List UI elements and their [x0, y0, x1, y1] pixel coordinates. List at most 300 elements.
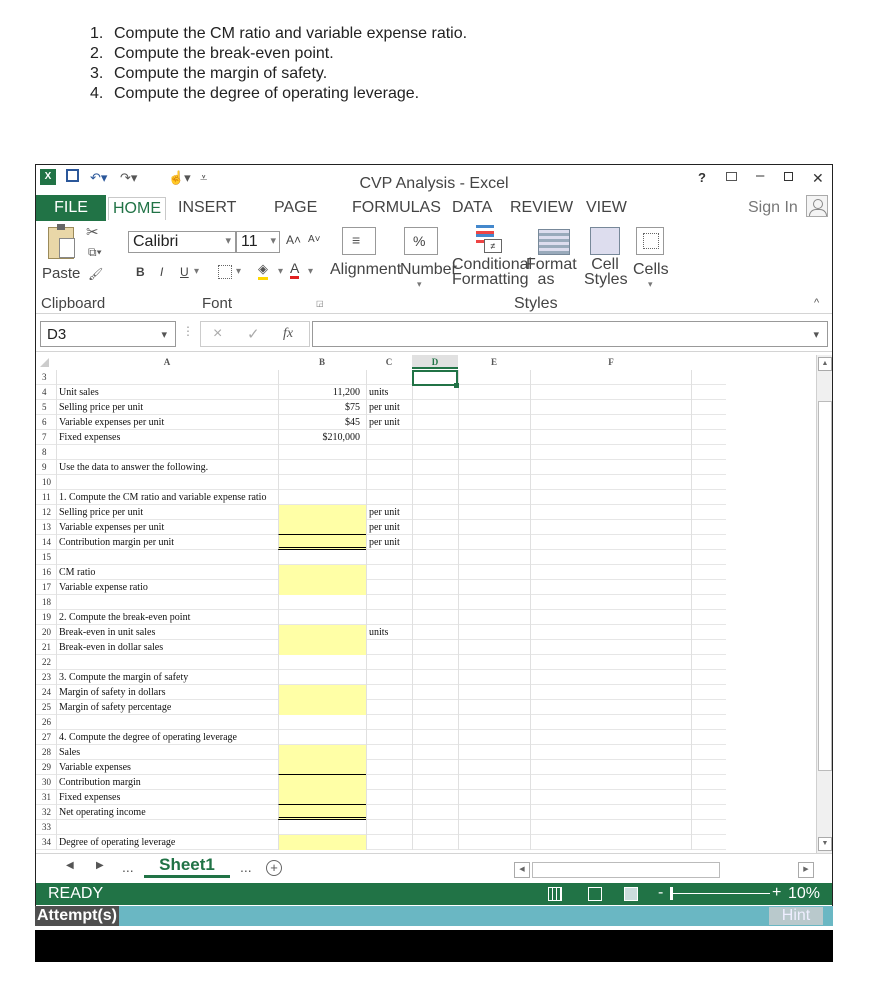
cut-icon[interactable]: ✂	[86, 224, 99, 241]
cell-e[interactable]	[458, 430, 530, 445]
cell-e[interactable]	[458, 760, 530, 775]
cell-f[interactable]	[530, 610, 692, 625]
cell-a[interactable]: Margin of safety in dollars	[56, 685, 278, 700]
column-header-c[interactable]: C	[385, 357, 393, 367]
formula-input[interactable]	[312, 321, 828, 347]
cell-d[interactable]	[412, 655, 458, 670]
cell-c[interactable]	[366, 670, 412, 685]
row-number[interactable]: 14	[42, 537, 51, 547]
zoom-level[interactable]: 10%	[788, 885, 821, 902]
cell-b[interactable]	[278, 610, 366, 625]
cell-a[interactable]: Sales	[56, 745, 278, 760]
row-number[interactable]: 31	[42, 792, 51, 802]
cell-d[interactable]	[412, 595, 458, 610]
cell-d[interactable]	[412, 715, 458, 730]
cell-f[interactable]	[530, 805, 692, 820]
cell-b[interactable]: $210,000	[278, 430, 366, 445]
row-number[interactable]: 27	[42, 732, 51, 742]
cell-e[interactable]	[458, 640, 530, 655]
minimize-icon[interactable]: –	[756, 167, 765, 184]
cell-a[interactable]: Selling price per unit	[56, 505, 278, 520]
restore-icon[interactable]	[784, 172, 793, 181]
cell-b[interactable]	[278, 655, 366, 670]
cell-c[interactable]	[366, 550, 412, 565]
row-number[interactable]: 24	[42, 687, 51, 697]
more-options-icon[interactable]: ⋮	[182, 324, 194, 338]
input-cell-b[interactable]	[278, 535, 366, 550]
cell-f[interactable]	[530, 460, 692, 475]
cell-e[interactable]	[458, 610, 530, 625]
row-number[interactable]: 21	[42, 642, 51, 652]
cell-c[interactable]	[366, 715, 412, 730]
help-icon[interactable]: ?	[698, 170, 706, 185]
cell-b[interactable]	[278, 445, 366, 460]
cell-b[interactable]	[278, 670, 366, 685]
cell-d[interactable]	[412, 745, 458, 760]
cell-d[interactable]	[412, 685, 458, 700]
cell-b[interactable]	[278, 370, 366, 385]
cell-e[interactable]	[458, 535, 530, 550]
cell-e[interactable]	[458, 580, 530, 595]
more-sheets-left[interactable]: ...	[122, 859, 134, 875]
row-number[interactable]: 18	[42, 597, 51, 607]
chevron-down-icon[interactable]: ▾	[308, 266, 314, 277]
cell-f[interactable]	[530, 580, 692, 595]
cell-d[interactable]	[412, 790, 458, 805]
input-cell-b[interactable]	[278, 505, 366, 520]
cell-c[interactable]: per unit	[366, 505, 412, 520]
zoom-out-button[interactable]: -	[658, 884, 664, 901]
horizontal-scrollbar[interactable]	[514, 862, 814, 878]
cell-b[interactable]	[278, 820, 366, 835]
chevron-down-icon[interactable]: ▾	[236, 266, 242, 277]
cell-d[interactable]	[412, 820, 458, 835]
cell-c[interactable]: per unit	[366, 520, 412, 535]
cell-c[interactable]	[366, 580, 412, 595]
cell-c[interactable]	[366, 490, 412, 505]
cell-f[interactable]	[530, 505, 692, 520]
cell-f[interactable]	[530, 790, 692, 805]
cell-d[interactable]	[412, 580, 458, 595]
row-number[interactable]: 9	[42, 462, 47, 472]
cell-a[interactable]: Contribution margin per unit	[56, 535, 278, 550]
cell-f[interactable]	[530, 385, 692, 400]
cell-c[interactable]	[366, 730, 412, 745]
cell-c[interactable]: units	[366, 625, 412, 640]
chevron-down-icon[interactable]: ▾	[194, 266, 200, 277]
input-cell-b[interactable]	[278, 760, 366, 775]
select-all-corner[interactable]	[36, 355, 56, 369]
cell-e[interactable]	[458, 505, 530, 520]
input-cell-b[interactable]	[278, 805, 366, 820]
confirm-entry-icon[interactable]: ✓	[247, 326, 260, 343]
cell-f[interactable]	[530, 400, 692, 415]
cell-f[interactable]	[530, 535, 692, 550]
cell-c[interactable]	[366, 430, 412, 445]
user-avatar-icon[interactable]	[806, 195, 828, 217]
selected-cell-d3[interactable]	[412, 370, 458, 386]
decrease-font-icon[interactable]: A˅	[308, 234, 321, 245]
cell-a[interactable]: Margin of safety percentage	[56, 700, 278, 715]
cell-e[interactable]	[458, 655, 530, 670]
cell-a[interactable]: Variable expenses per unit	[56, 520, 278, 535]
scroll-thumb[interactable]	[818, 401, 832, 771]
more-sheets-right[interactable]: ...	[240, 859, 252, 875]
cell-d[interactable]	[412, 565, 458, 580]
tab-view[interactable]: VIEW	[586, 199, 627, 216]
cell-d[interactable]	[412, 520, 458, 535]
cell-d[interactable]	[412, 670, 458, 685]
scroll-left-icon[interactable]: ◀	[514, 862, 530, 878]
cell-a[interactable]	[56, 475, 278, 490]
cell-a[interactable]	[56, 655, 278, 670]
cell-f[interactable]	[530, 775, 692, 790]
cell-d[interactable]	[412, 445, 458, 460]
cell-d[interactable]	[412, 640, 458, 655]
zoom-slider[interactable]	[670, 893, 770, 894]
cell-f[interactable]	[530, 670, 692, 685]
cell-f[interactable]	[530, 595, 692, 610]
collapse-ribbon-icon[interactable]: ^	[814, 297, 820, 309]
cell-styles-label[interactable]: Cell Styles	[584, 256, 628, 288]
cell-c[interactable]	[366, 595, 412, 610]
cell-f[interactable]	[530, 565, 692, 580]
cell-c[interactable]: per unit	[366, 535, 412, 550]
cell-e[interactable]	[458, 700, 530, 715]
cell-e[interactable]	[458, 445, 530, 460]
cell-d[interactable]	[412, 625, 458, 640]
column-header-f[interactable]: F	[608, 357, 614, 367]
cell-c[interactable]	[366, 475, 412, 490]
cell-a[interactable]: Degree of operating leverage	[56, 835, 278, 850]
cell-c[interactable]: per unit	[366, 415, 412, 430]
cell-f[interactable]	[530, 760, 692, 775]
cell-d[interactable]	[412, 775, 458, 790]
cell-a[interactable]: Variable expense ratio	[56, 580, 278, 595]
name-box[interactable]: D3 ▾	[40, 321, 176, 347]
row-number[interactable]: 5	[42, 402, 47, 412]
cancel-entry-icon[interactable]: ×	[213, 325, 223, 342]
font-name-dropdown[interactable]: Calibri ▾	[128, 231, 236, 253]
cell-d[interactable]	[412, 760, 458, 775]
input-cell-b[interactable]	[278, 790, 366, 805]
cell-e[interactable]	[458, 520, 530, 535]
normal-view-icon[interactable]	[548, 887, 562, 901]
cell-b[interactable]	[278, 715, 366, 730]
cell-c[interactable]	[366, 790, 412, 805]
font-size-dropdown[interactable]: 11 ▾	[236, 231, 280, 253]
cell-a[interactable]: Contribution margin	[56, 775, 278, 790]
cell-d[interactable]	[412, 490, 458, 505]
cell-e[interactable]	[458, 670, 530, 685]
cell-styles-icon[interactable]	[590, 227, 620, 255]
cell-c[interactable]	[366, 640, 412, 655]
cell-d[interactable]	[412, 805, 458, 820]
cell-a[interactable]	[56, 820, 278, 835]
touch-mode-icon[interactable]: ☝▾	[168, 170, 191, 185]
cell-f[interactable]	[530, 685, 692, 700]
format-as-table-label[interactable]: Format as	[526, 256, 577, 288]
tab-formulas[interactable]: FORMULAS	[352, 199, 441, 216]
cell-a[interactable]: Selling price per unit	[56, 400, 278, 415]
cell-f[interactable]	[530, 625, 692, 640]
row-number[interactable]: 25	[42, 702, 51, 712]
borders-icon[interactable]	[218, 265, 232, 279]
cell-a[interactable]: Variable expenses	[56, 760, 278, 775]
cell-b[interactable]	[278, 460, 366, 475]
cell-c[interactable]	[366, 700, 412, 715]
tab-insert[interactable]: INSERT	[178, 199, 237, 216]
cell-d[interactable]	[412, 475, 458, 490]
cell-a[interactable]	[56, 550, 278, 565]
cell-c[interactable]	[366, 820, 412, 835]
close-icon[interactable]: ✕	[812, 170, 824, 186]
cell-d[interactable]	[412, 385, 458, 400]
row-number[interactable]: 26	[42, 717, 51, 727]
row-number[interactable]: 3	[42, 372, 47, 382]
cell-c[interactable]	[366, 760, 412, 775]
cell-e[interactable]	[458, 730, 530, 745]
cell-f[interactable]	[530, 370, 692, 385]
cell-f[interactable]	[530, 700, 692, 715]
cell-b[interactable]	[278, 730, 366, 745]
cell-b[interactable]: 11,200	[278, 385, 366, 400]
cell-c[interactable]	[366, 745, 412, 760]
scroll-up-icon[interactable]: ▲	[818, 357, 832, 371]
cell-f[interactable]	[530, 835, 692, 850]
cell-b[interactable]	[278, 475, 366, 490]
undo-icon[interactable]: ↶▾	[90, 170, 108, 185]
row-number[interactable]: 16	[42, 567, 51, 577]
row-number[interactable]: 15	[42, 552, 51, 562]
zoom-slider-thumb[interactable]	[670, 887, 673, 900]
cell-a[interactable]: Variable expenses per unit	[56, 415, 278, 430]
sheet-tab-sheet1[interactable]: Sheet1	[144, 854, 230, 878]
cell-c[interactable]	[366, 655, 412, 670]
cells-button[interactable]	[636, 227, 664, 255]
row-number[interactable]: 23	[42, 672, 51, 682]
cell-d[interactable]	[412, 460, 458, 475]
cell-d[interactable]	[412, 835, 458, 850]
cell-c[interactable]: per unit	[366, 400, 412, 415]
cell-c[interactable]: units	[366, 385, 412, 400]
row-number[interactable]: 32	[42, 807, 51, 817]
add-sheet-button[interactable]	[266, 860, 282, 876]
cell-d[interactable]	[412, 505, 458, 520]
paste-icon[interactable]	[48, 227, 74, 259]
input-cell-b[interactable]	[278, 745, 366, 760]
cell-f[interactable]	[530, 490, 692, 505]
sign-in-link[interactable]: Sign In	[748, 199, 798, 216]
font-dialog-launcher-icon[interactable]: ◲	[316, 299, 324, 308]
cell-f[interactable]	[530, 715, 692, 730]
cell-f[interactable]	[530, 745, 692, 760]
chevron-down-icon[interactable]: ▾	[278, 266, 284, 277]
row-number[interactable]: 12	[42, 507, 51, 517]
page-break-view-icon[interactable]	[624, 887, 638, 901]
input-cell-b[interactable]	[278, 625, 366, 640]
row-number[interactable]: 6	[42, 417, 47, 427]
input-cell-b[interactable]	[278, 565, 366, 580]
format-as-table-icon[interactable]	[538, 229, 570, 255]
cell-a[interactable]: Net operating income	[56, 805, 278, 820]
cell-d[interactable]	[412, 550, 458, 565]
cell-f[interactable]	[530, 655, 692, 670]
cell-e[interactable]	[458, 820, 530, 835]
row-number[interactable]: 4	[42, 387, 47, 397]
row-number[interactable]: 20	[42, 627, 51, 637]
cell-e[interactable]	[458, 745, 530, 760]
row-number[interactable]: 22	[42, 657, 51, 667]
font-color-icon[interactable]: A	[290, 261, 299, 279]
row-number[interactable]: 10	[42, 477, 51, 487]
scroll-right-icon[interactable]: ▶	[798, 862, 814, 878]
customize-qat-icon[interactable]: ⩡	[200, 170, 208, 185]
cell-e[interactable]	[458, 565, 530, 580]
cell-f[interactable]	[530, 475, 692, 490]
cell-f[interactable]	[530, 445, 692, 460]
cell-d[interactable]	[412, 400, 458, 415]
alignment-button[interactable]	[342, 227, 376, 255]
cell-d[interactable]	[412, 415, 458, 430]
cell-a[interactable]: Break-even in unit sales	[56, 625, 278, 640]
fill-handle[interactable]	[454, 383, 459, 388]
cell-e[interactable]	[458, 370, 530, 385]
cell-b[interactable]	[278, 595, 366, 610]
input-cell-b[interactable]	[278, 640, 366, 655]
increase-font-icon[interactable]: A˄	[286, 233, 302, 247]
cell-c[interactable]	[366, 565, 412, 580]
h-scroll-thumb[interactable]	[532, 862, 720, 878]
cell-a[interactable]: 1. Compute the CM ratio and variable expense ratio	[56, 490, 278, 505]
tab-home[interactable]: HOME	[108, 197, 166, 220]
column-header-e[interactable]: E	[490, 357, 497, 367]
cell-f[interactable]	[530, 430, 692, 445]
cell-e[interactable]	[458, 775, 530, 790]
vertical-scrollbar[interactable]	[816, 355, 833, 853]
cell-e[interactable]	[458, 385, 530, 400]
cell-c[interactable]	[366, 805, 412, 820]
row-number[interactable]: 11	[42, 492, 51, 502]
input-cell-b[interactable]	[278, 775, 366, 790]
prev-sheet-icon[interactable]: ◀	[66, 860, 74, 871]
column-header-d[interactable]: D	[412, 355, 458, 369]
cell-e[interactable]	[458, 595, 530, 610]
row-number[interactable]: 7	[42, 432, 47, 442]
column-header-a[interactable]: A	[163, 357, 171, 367]
conditional-formatting-icon[interactable]: ≠	[476, 225, 502, 255]
cell-c[interactable]	[366, 685, 412, 700]
tab-file[interactable]: FILE	[36, 195, 106, 221]
cell-b[interactable]: $75	[278, 400, 366, 415]
row-number[interactable]: 19	[42, 612, 51, 622]
page-layout-view-icon[interactable]	[588, 887, 602, 901]
conditional-formatting-label[interactable]: Conditional Formatting	[452, 256, 533, 288]
cell-b[interactable]: $45	[278, 415, 366, 430]
tab-review[interactable]: REVIEW	[510, 199, 574, 216]
cell-b[interactable]	[278, 490, 366, 505]
cell-e[interactable]	[458, 805, 530, 820]
row-number[interactable]: 8	[42, 447, 47, 457]
zoom-in-button[interactable]: +	[772, 884, 782, 901]
tab-data[interactable]: DATA	[452, 199, 493, 216]
cell-d[interactable]	[412, 535, 458, 550]
cell-d[interactable]	[412, 430, 458, 445]
number-button[interactable]	[404, 227, 438, 255]
cell-c[interactable]	[366, 460, 412, 475]
cell-c[interactable]	[366, 610, 412, 625]
cell-f[interactable]	[530, 820, 692, 835]
format-painter-icon[interactable]: 🖌	[88, 267, 104, 281]
bold-button[interactable]: B	[136, 265, 145, 279]
cell-d[interactable]	[412, 730, 458, 745]
cell-e[interactable]	[458, 790, 530, 805]
row-number[interactable]: 28	[42, 747, 51, 757]
cell-f[interactable]	[530, 415, 692, 430]
cell-e[interactable]	[458, 415, 530, 430]
row-number[interactable]: 29	[42, 762, 51, 772]
next-sheet-icon[interactable]: ▶	[96, 860, 104, 871]
ribbon-display-icon[interactable]	[726, 172, 737, 181]
cell-f[interactable]	[530, 640, 692, 655]
input-cell-b[interactable]	[278, 835, 366, 850]
cell-a[interactable]: Use the data to answer the following.	[56, 460, 278, 475]
cell-a[interactable]: 4. Compute the degree of operating leverage	[56, 730, 278, 745]
column-header-b[interactable]: B	[318, 357, 325, 367]
cell-a[interactable]: Unit sales	[56, 385, 278, 400]
paste-button[interactable]: Paste	[42, 265, 81, 282]
cell-a[interactable]: CM ratio	[56, 565, 278, 580]
underline-button[interactable]: U	[180, 265, 189, 279]
cell-c[interactable]	[366, 835, 412, 850]
cell-e[interactable]	[458, 715, 530, 730]
cell-d[interactable]	[412, 700, 458, 715]
tab-page-layout[interactable]: PAGE	[274, 199, 318, 216]
scroll-down-icon[interactable]: ▼	[818, 837, 832, 851]
cell-f[interactable]	[530, 730, 692, 745]
cell-e[interactable]	[458, 490, 530, 505]
input-cell-b[interactable]	[278, 700, 366, 715]
row-number[interactable]: 33	[42, 822, 51, 832]
cell-a[interactable]: Fixed expenses	[56, 430, 278, 445]
italic-button[interactable]: I	[160, 265, 164, 279]
row-number[interactable]: 13	[42, 522, 51, 532]
redo-icon[interactable]: ↷▾	[120, 170, 138, 185]
cell-a[interactable]	[56, 715, 278, 730]
cell-e[interactable]	[458, 460, 530, 475]
cell-e[interactable]	[458, 625, 530, 640]
cell-a[interactable]	[56, 445, 278, 460]
cell-d[interactable]	[412, 610, 458, 625]
input-cell-b[interactable]	[278, 580, 366, 595]
row-number[interactable]: 34	[42, 837, 51, 847]
insert-function-icon[interactable]: fx	[283, 326, 294, 341]
cell-a[interactable]: Break-even in dollar sales	[56, 640, 278, 655]
cell-f[interactable]	[530, 520, 692, 535]
cell-e[interactable]	[458, 400, 530, 415]
cell-c[interactable]	[366, 445, 412, 460]
copy-icon[interactable]: ⧉▾	[88, 245, 102, 259]
cell-e[interactable]	[458, 685, 530, 700]
input-cell-b[interactable]	[278, 685, 366, 700]
cell-a[interactable]	[56, 370, 278, 385]
cell-a[interactable]: 2. Compute the break-even point	[56, 610, 278, 625]
input-cell-b[interactable]	[278, 520, 366, 535]
cell-a[interactable]	[56, 595, 278, 610]
cell-e[interactable]	[458, 835, 530, 850]
cell-b[interactable]	[278, 550, 366, 565]
cell-a[interactable]: 3. Compute the margin of safety	[56, 670, 278, 685]
